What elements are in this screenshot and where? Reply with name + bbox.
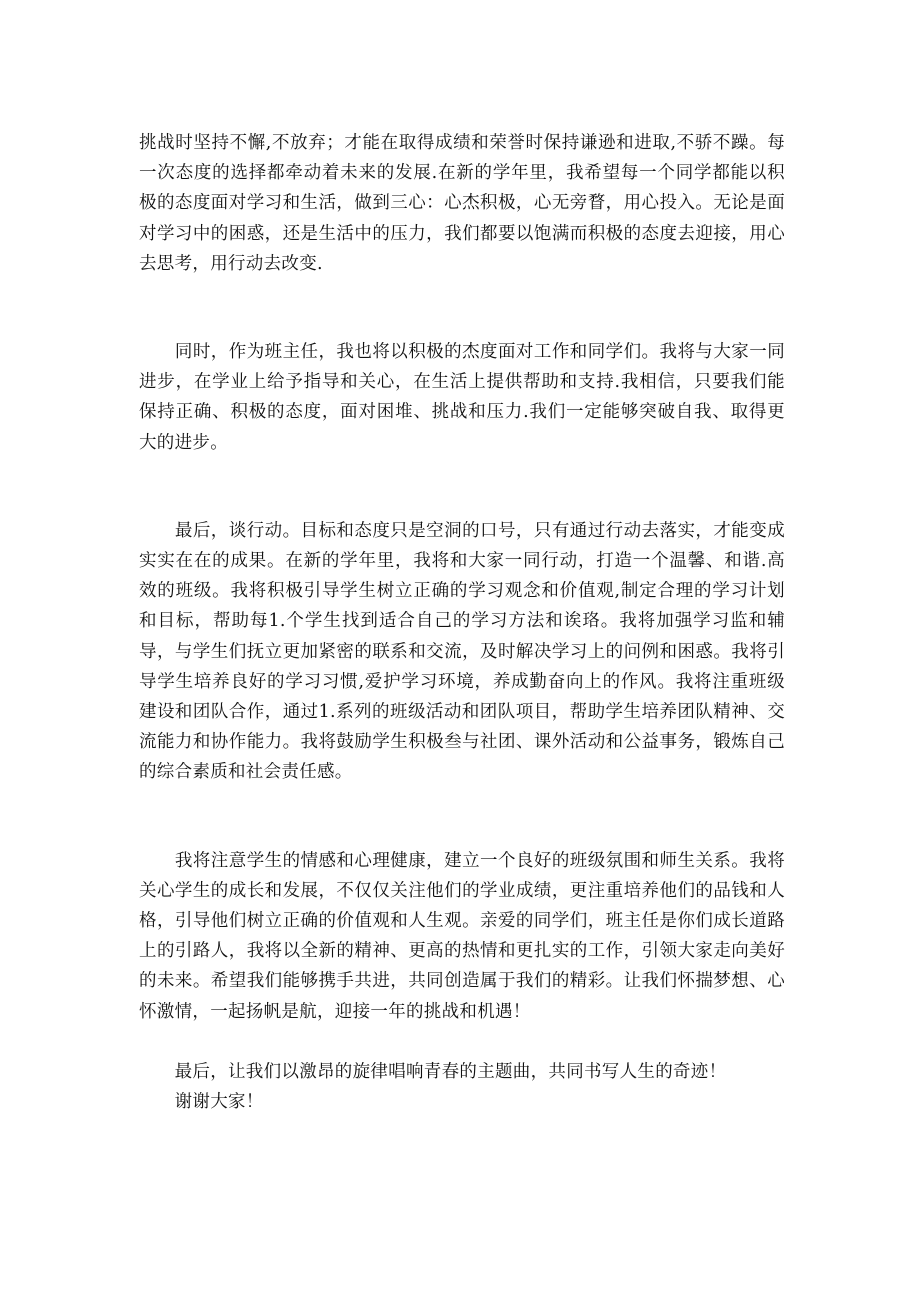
paragraph-mental-health: 我将注意学生的情感和心理健康，建立一个良好的班级氛围和师生关系。我将关心学生的成长和发展，不仅仅关注他们的学业成绩，更注重培养他们的品钱和人格，引导他们树立正确的价值观和人生观。亲爱的同学们，班主任是你们成长道路上的引路人，我将以全新的精神、更高的热情和更扎实的工作，引领大家走向美好的未来。希望我们能够携手共进，共同创造属于我们的精彩。让我们怀揣梦想、心怀激情，一起扬帆是航，迎接一年的挑战和机遇！ [139,850,785,1022]
paragraph-closing: 最后，让我们以激昂的旋律唱响青春的主题曲，共同书写人生的奇迹！ [139,1061,727,1082]
paragraph-attitude-choice: 挑战时坚持不懈,不放弃；才能在取得成绩和荣誉时保持谦逊和进取,不骄不躁。每一次态度的选择都牵动着未来的发展.在新的学年里，我希望每一个同学都能以积极的态度面对学习和生活，做到三心：心杰积极，心无旁瞀，用心投入。无论是面对学习中的困惑，还是生活中的压力，我们都要以饱满而积极的态度去迎接，用心去思考，用行动去改变. [139,133,785,274]
document-body [139,128,785,1117]
paragraph-action: 最后，谈行动。目标和态度只是空洞的口号，只有通过行动去落实，才能变成实实在在的成果。在新的学年里，我将和大家一同行动，打造一个温馨、和谐.高效的班级。我将积极引导学生树立正确的学习观念和价值观,制定合理的学习计划和目标，帮助每1.个学生找到适合自己的学习方法和诶珞。我将加强学习监和辅导，与学生们抚立更加紧密的联系和交流，及时解决学习上的问例和困惑。我将引导学生培养良好的学习习惯,爱护学习环境，养成勤奋向上的作风。我将注重班级建设和团队合作，通过1.系列的班级活动和团队项目，帮助学生培养团队精神、交流能力和协作能力。我将鼓励学生积极叁与社团、课外活动和公益事务，锻炼自己的综合素质和社会责任感。 [139,520,785,783]
paragraph-thanks: 谢谢大家！ [139,1092,264,1113]
paragraph-head-teacher-attitude: 同时，作为班主任，我也将以积极的杰度面对工作和同学们。我将与大家一同进步，在学业上给予指导和关心，在生活上提供帮助和支持.我相信，只要我们能保持正确、积极的态度，面对困堆、挑战和压力.我们一定能够突破自我、取得更大的进步。 [139,342,785,453]
